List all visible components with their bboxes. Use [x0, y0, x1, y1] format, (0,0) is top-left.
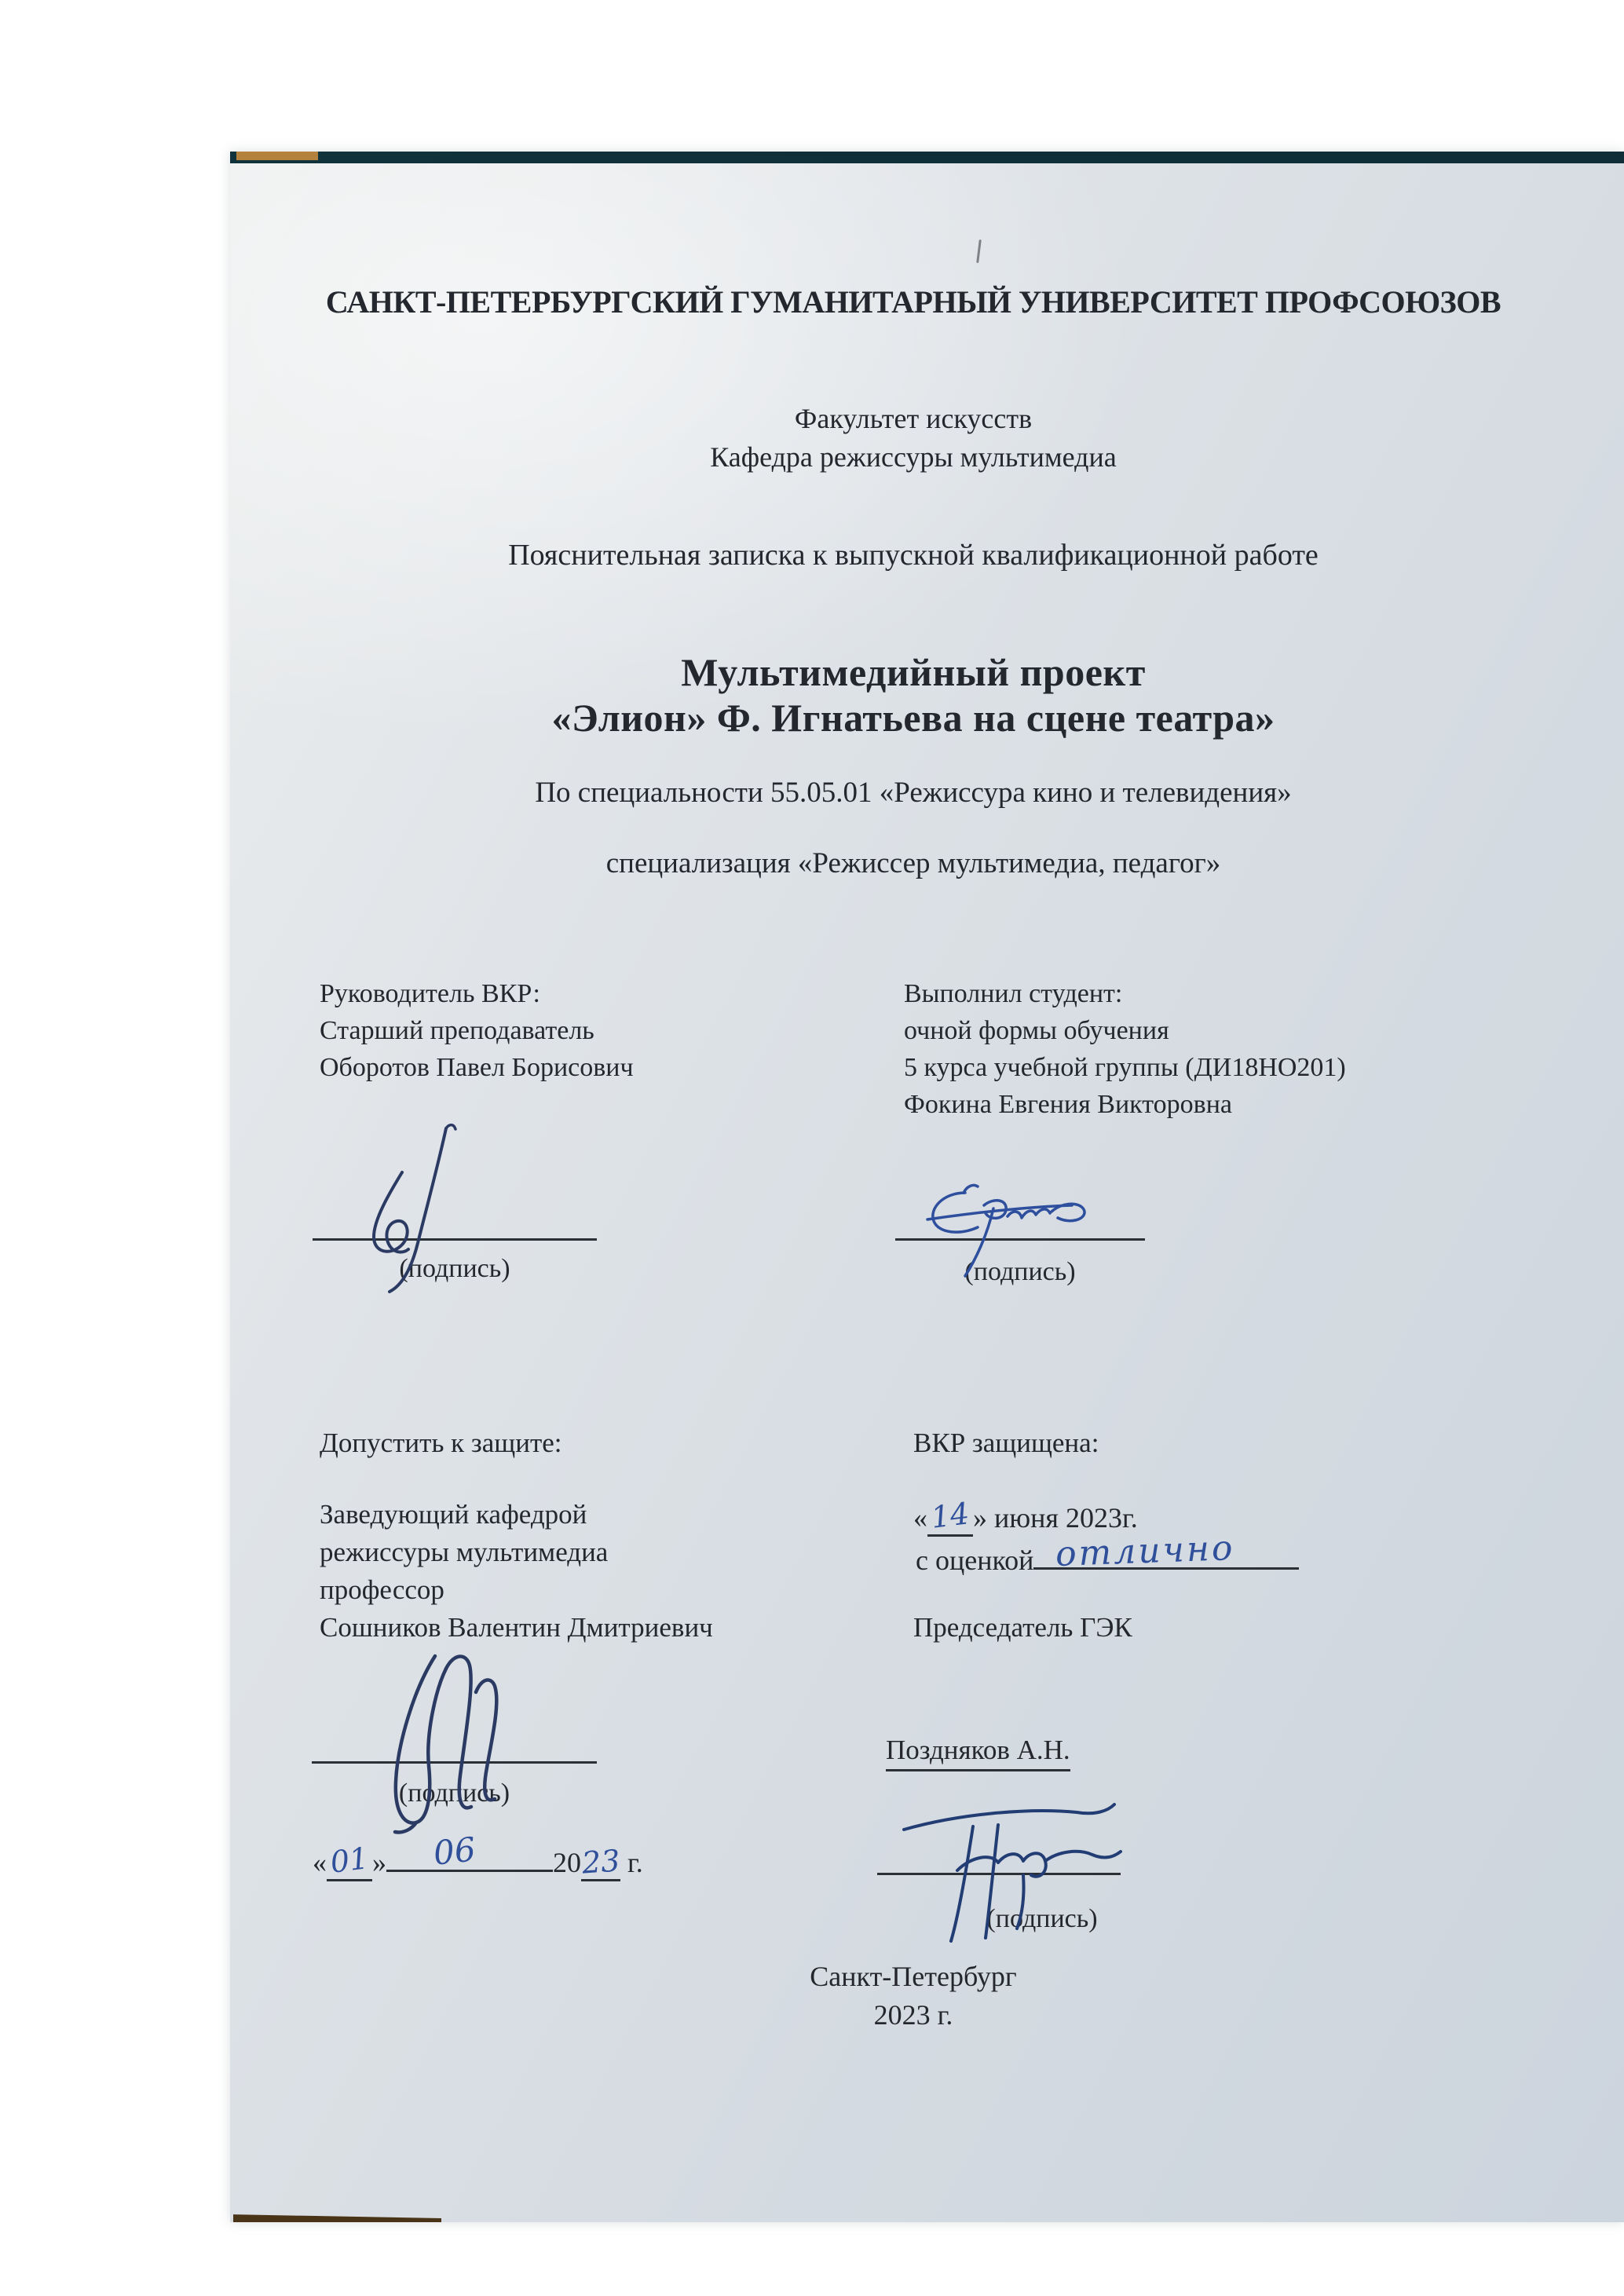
defense-date-line	[913, 1496, 1138, 1537]
department-head-title-2: режиссуры мультимедиа	[320, 1537, 609, 1567]
student-signature-ink	[916, 1171, 1097, 1281]
admission-date-day-slot	[327, 1841, 372, 1881]
defense-date-day-slot	[927, 1496, 973, 1537]
supervisor-block	[320, 975, 634, 1086]
supervisor-signature-caption: (подпись)	[399, 1254, 510, 1283]
admission-date-year-print: 20	[553, 1847, 581, 1878]
faculty-department-block	[230, 400, 1597, 477]
department-name: Кафедра режиссуры мультимедиа	[710, 441, 1117, 473]
footer-block	[230, 1958, 1597, 2035]
footer-city: Санкт-Петербург	[810, 1961, 1017, 1992]
grade-blank-line	[1033, 1528, 1299, 1574]
defense-date-quote-open: «	[913, 1502, 927, 1534]
supervisor-label: Руководитель ВКР:	[320, 979, 540, 1008]
student-block	[904, 975, 1346, 1123]
faculty-name: Факультет искусств	[794, 403, 1033, 434]
admission-date-quote-close: »	[372, 1847, 386, 1878]
student-study-form: очной формы обучения	[904, 1016, 1169, 1045]
work-title-line1: Мультимедийный проект	[681, 650, 1146, 694]
department-head-name: Сошников Валентин Дмитриевич	[320, 1612, 713, 1643]
chairman-label: Председатель ГЭК	[913, 1612, 1132, 1643]
admission-label: Допустить к защите:	[320, 1428, 562, 1458]
chairman-signature-caption: (подпись)	[986, 1904, 1098, 1933]
supervisor-position: Старший преподаватель	[320, 1016, 594, 1045]
grade-label: с оценкой	[916, 1545, 1034, 1576]
work-title-line2: «Элион» Ф. Игнатьева на сцене театра»	[551, 696, 1275, 740]
student-label: Выполнил студент:	[904, 979, 1123, 1008]
document-page	[230, 152, 1624, 2222]
chairman-signature-ink	[880, 1797, 1128, 1946]
student-group: 5 курса учебной группы (ДИ18НО201)	[904, 1053, 1346, 1082]
admission-date-year-handwritten: 23	[580, 1843, 621, 1881]
head-signature-caption: (подпись)	[398, 1779, 510, 1808]
admission-date-month-slot	[386, 1830, 553, 1873]
admission-date-quote-open: «	[313, 1847, 327, 1878]
admission-date-row	[313, 1830, 643, 1881]
specialization-line: специализация «Режиссер мультимедиа, педагог»	[605, 847, 1221, 879]
university-name: САНКТ-ПЕТЕРБУРГСКИЙ ГУМАНИТАРНЫЙ УНИВЕРСИТЕТ ПРОФСОЮЗОВ	[325, 284, 1501, 320]
supervisor-signature-ink	[352, 1124, 485, 1296]
admission-date-year-slot	[581, 1844, 620, 1881]
department-head-title-1: Заведующий кафедрой	[320, 1499, 587, 1530]
defense-date-day-handwritten: 14	[929, 1496, 971, 1535]
supervisor-name: Оборотов Павел Борисович	[320, 1053, 634, 1082]
specialty-line: По специальности 55.05.01 «Режиссура кино и телевидения»	[535, 777, 1292, 809]
document-type: Пояснительная записка к выпускной квалификационной работе	[508, 539, 1319, 572]
department-head-title-3: профессор	[320, 1574, 444, 1605]
grade-value-handwritten: отлично	[1055, 1528, 1236, 1574]
student-name: Фокина Евгения Викторовна	[904, 1090, 1232, 1119]
grade-row	[916, 1528, 1299, 1577]
head-signature-ink	[360, 1643, 540, 1836]
defense-status-label: ВКР защищена:	[913, 1428, 1099, 1458]
footer-year: 2023 г.	[873, 1999, 953, 2031]
admission-date-day-handwritten: 01	[328, 1841, 371, 1880]
admission-date-month-handwritten: 06	[431, 1830, 477, 1873]
admission-date-suffix: г.	[620, 1847, 643, 1878]
department-head-block	[320, 1496, 713, 1647]
defense-date-tail: » июня 2023г.	[973, 1502, 1138, 1534]
chairman-name: Поздняков А.Н.	[886, 1735, 1070, 1771]
student-signature-caption: (подпись)	[964, 1257, 1076, 1286]
page-content	[230, 152, 1597, 2222]
work-title	[230, 649, 1597, 740]
